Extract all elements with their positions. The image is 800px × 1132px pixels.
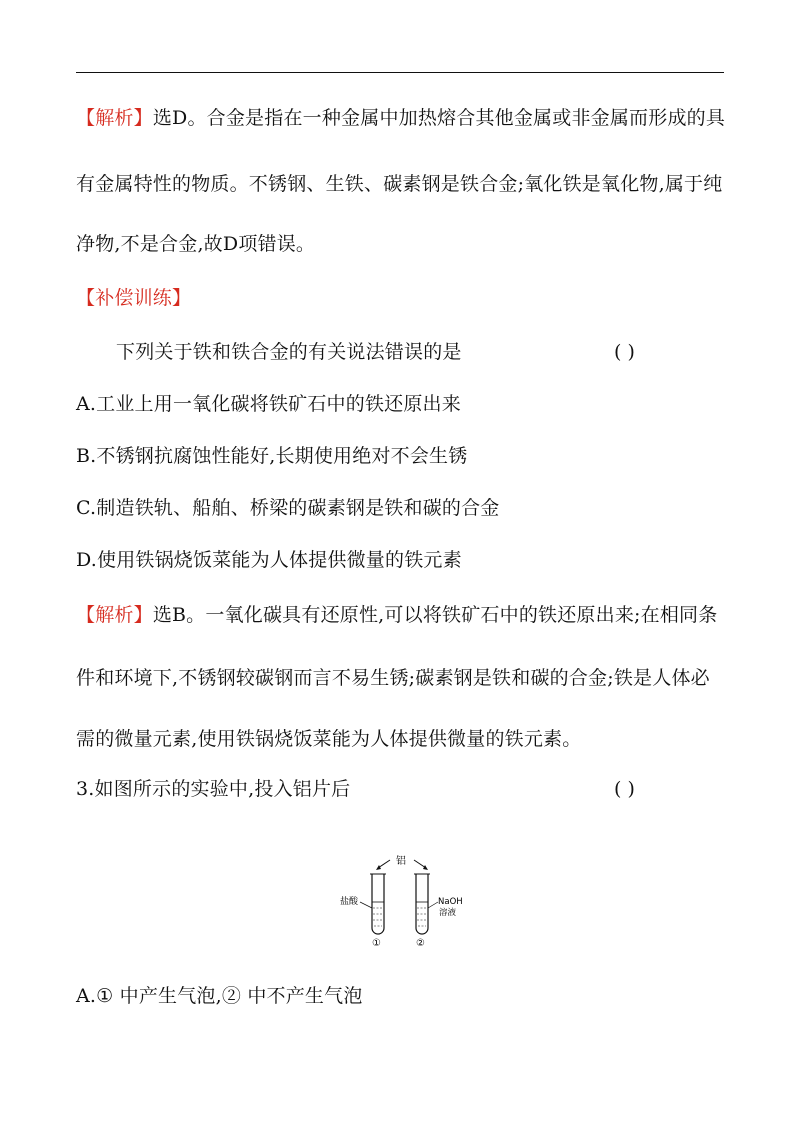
analysis-2-line-1: 【解析】选B。一氧化碳具有还原性,可以将铁矿石中的铁还原出来;在相同条 xyxy=(76,604,718,626)
analysis-tag: 【解析】 xyxy=(76,604,153,626)
analysis-tag: 【解析】 xyxy=(76,107,153,129)
label-hydrochloric-acid: 盐酸 xyxy=(340,897,359,907)
option-b: B.不锈钢抗腐蚀性能好,长期使用绝对不会生锈 xyxy=(76,445,468,467)
header-rule xyxy=(76,72,724,73)
option-c: C.制造铁轨、船舶、桥梁的碳素钢是铁和碳的合金 xyxy=(76,497,500,519)
experiment-figure xyxy=(330,852,480,952)
question-3-paren: ( ) xyxy=(614,778,635,800)
label-solution: 溶液 xyxy=(439,908,457,918)
analysis-1-line-3: 净物,不是合金,故D项错误。 xyxy=(76,233,316,255)
supp-question-stem: 下列关于铁和铁合金的有关说法错误的是 xyxy=(116,341,462,363)
analysis-2-line-2: 件和环境下,不锈钢较碳钢而言不易生锈;碳素钢是铁和碳的合金;铁是人体必 xyxy=(76,667,710,689)
test-tube-1 xyxy=(370,874,386,934)
tube-1-number: ① xyxy=(372,938,381,949)
test-tube-2 xyxy=(414,874,430,934)
supplement-training-tag: 【补偿训练】 xyxy=(76,287,192,309)
supp-answer-paren: ( ) xyxy=(614,341,635,363)
option-a: A.工业上用一氧化碳将铁矿石中的铁还原出来 xyxy=(76,393,461,415)
question-3-option-a: A.① 中产生气泡,② 中不产生气泡 xyxy=(76,985,363,1007)
question-3-stem: 3.如图所示的实验中,投入铝片后 xyxy=(76,778,351,800)
analysis-1-line-2: 有金属特性的物质。不锈钢、生铁、碳素钢是铁合金;氧化铁是氧化物,属于纯 xyxy=(76,173,723,195)
analysis-2-line-3: 需的微量元素,使用铁锅烧饭菜能为人体提供微量的铁元素。 xyxy=(76,728,582,750)
label-naoh: NaOH xyxy=(438,897,463,907)
label-aluminum: 铝 xyxy=(396,856,406,867)
option-d: D.使用铁锅烧饭菜能为人体提供微量的铁元素 xyxy=(76,549,462,571)
tube-2-number: ② xyxy=(416,938,425,949)
analysis-1-line-1: 【解析】选D。合金是指在一种金属中加热熔合其他金属或非金属而形成的具 xyxy=(76,107,726,129)
